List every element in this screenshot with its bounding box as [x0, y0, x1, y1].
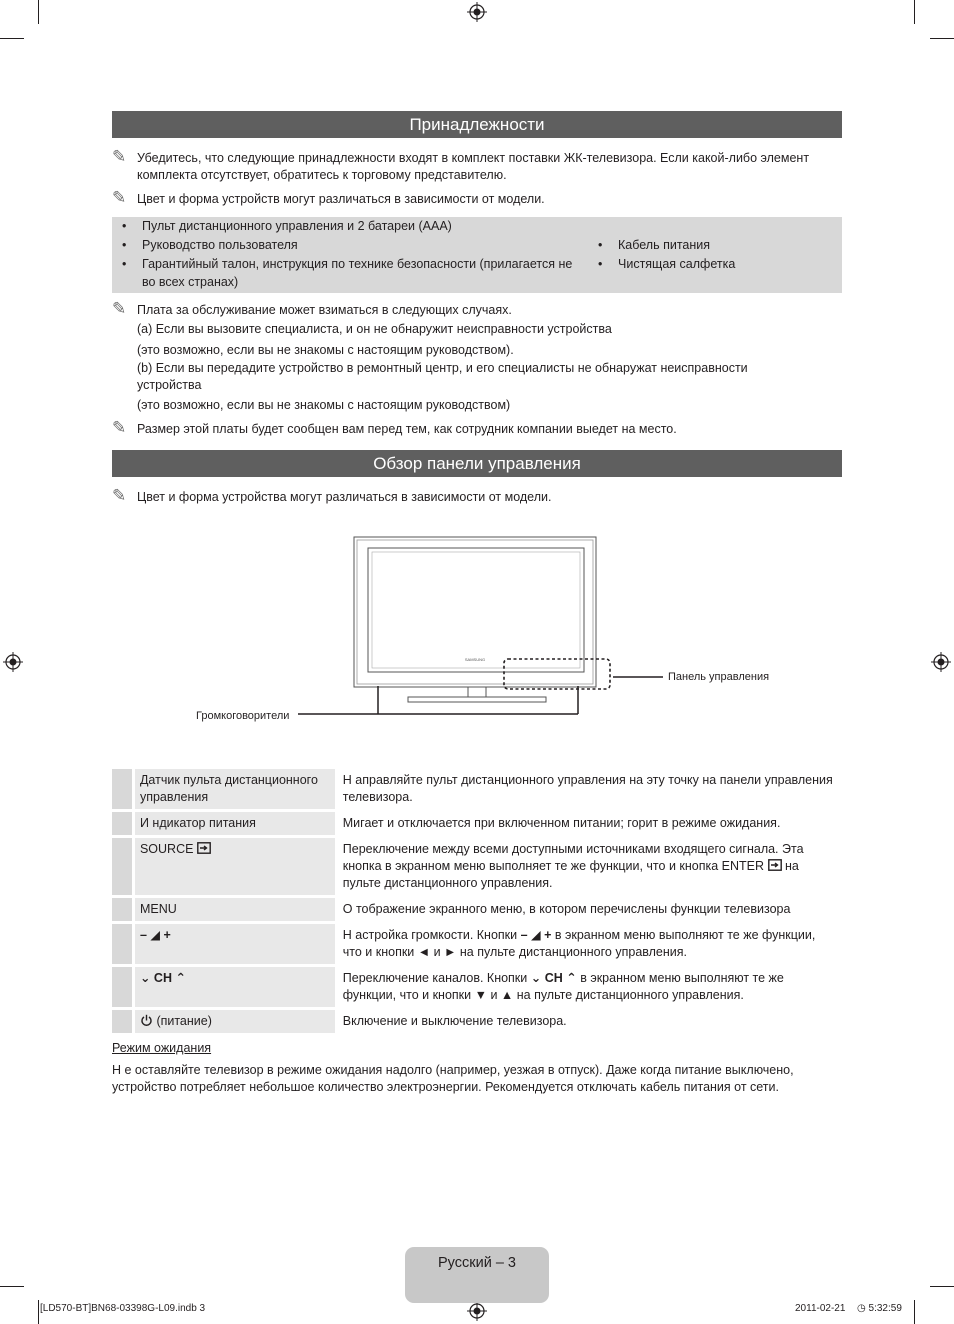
control-name: SOURCE [132, 838, 335, 895]
table-row [112, 838, 842, 895]
crop-mark [914, 0, 915, 24]
tv-diagram [150, 530, 830, 740]
list-item: • Кабель питания [588, 237, 838, 255]
label-speakers: Громкоговорители [196, 710, 290, 722]
footer-file-name: [LD570-BT]BN68-03398G-L09.indb 3 [40, 1303, 206, 1314]
control-desc: Переключение каналов. Кнопки ⌄ CH ⌃ в экранном меню выполняют те же функции, что и кнопки ▼ и ▲ на пульте дистанционного управления. [335, 967, 842, 1007]
crop-mark [914, 1300, 915, 1324]
service-case-a-note: (это возможно, если вы не знакомы с настоящим руководством). [137, 343, 514, 357]
list-item: • Чистящая салфетка [588, 256, 838, 274]
control-name: MENU [132, 898, 335, 921]
table-row [112, 769, 842, 809]
note-pencil-icon: ✎ [112, 188, 127, 207]
accessories-list-left [112, 218, 582, 293]
control-desc: Мигает и отключается при включенном питании; горит в режиме ожидания. [335, 812, 842, 835]
registration-mark-icon [467, 1301, 487, 1321]
label-control-panel: Панель управления [668, 671, 770, 683]
table-row [112, 812, 842, 835]
crop-mark [930, 38, 954, 39]
control-name: (питание) [132, 1010, 335, 1033]
control-desc: Переключение между всеми доступными источниками входящего сигнала. Эта кнопка в экранном меню выполняет те же функции, что и кнопка ENTER на пульте дистанционного управления. [335, 838, 842, 895]
table-row [112, 924, 842, 964]
chevron-down-icon: ⌄ [530, 971, 542, 985]
control-desc: О тображение экранного меню, в котором перечислены функции телевизора [335, 898, 842, 921]
section-title-control-panel: Обзор панели управления [112, 450, 842, 477]
table-row [112, 1010, 842, 1033]
control-panel-table [112, 766, 842, 1036]
section-title-accessories: Принадлежности [112, 111, 842, 138]
crop-mark [38, 0, 39, 24]
control-name: ⌄ CH ⌃ [132, 967, 335, 1007]
accessories-box [112, 217, 842, 293]
service-case-a: (a) Если вы вызовите специалиста, и он не обнаружит неисправности устройства [137, 322, 612, 336]
note-pencil-icon: ✎ [112, 486, 127, 505]
chevron-up-icon: ⌃ [566, 971, 577, 985]
tv-stand-neck [468, 687, 486, 697]
crop-mark [0, 38, 24, 39]
registration-mark-icon [3, 652, 23, 672]
registration-mark-icon [931, 652, 951, 672]
control-name: Датчик пульта дистанционного управления [132, 769, 335, 809]
clock-icon: ◷ [857, 1303, 866, 1314]
control-desc: Включение и выключение телевизора. [335, 1010, 842, 1033]
note-fee-size: ✎ Размер этой платы будет сообщен вам перед тем, как сотрудник компании выедет на место. [112, 418, 677, 437]
table-row [112, 967, 842, 1007]
accessories-list-right [588, 237, 838, 275]
enter-icon [768, 859, 782, 871]
chevron-down-icon: ⌄ [139, 971, 151, 985]
control-name [132, 924, 335, 964]
footer-time: ◷ 5:32:59 [857, 1303, 902, 1314]
crop-mark [38, 1300, 39, 1324]
source-icon [197, 842, 211, 854]
tv-stand-base [408, 697, 546, 702]
table-row [112, 898, 842, 921]
control-desc: Н аправляйте пульт дистанционного управления на эту точку на панели управления телевизора. [335, 769, 842, 809]
note-pencil-icon: ✎ [112, 299, 127, 318]
page-number-tab: Русский – 3 [405, 1247, 549, 1303]
note-pencil-icon: ✎ [112, 147, 127, 166]
list-item: • Пульт дистанционного управления и 2 батареи (AAA) [112, 218, 582, 236]
control-name: И ндикатор питания [132, 812, 335, 835]
chevron-up-icon: ⌃ [175, 971, 186, 985]
tv-screen [368, 548, 584, 672]
service-case-b: (b) Если вы передадите устройство в ремонтный центр, и его специалисты не обнаружат неисправности устройства [137, 361, 748, 392]
control-desc: Н астройка громкости. Кнопки – ◢ + в экранном меню выполняют те же функции, что и кнопки ◄ и ► на пульте дистанционного управления. [335, 924, 842, 964]
note-service-fee: ✎ Плата за обслуживание может взиматься в следующих случаях. [112, 299, 512, 318]
standby-heading: Режим ожидания [112, 1041, 212, 1055]
registration-mark-icon [467, 2, 487, 22]
service-case-b-note: (это возможно, если вы не знакомы с настоящим руководством) [137, 398, 511, 412]
tv-brand-logo: SAMSUNG [464, 657, 486, 662]
list-item: • Гарантийный талон, инструкция по технике безопасности (прилагается не во всех странах) [112, 256, 582, 291]
power-icon [140, 1014, 153, 1027]
note-accessories-check: ✎ Убедитесь, что следующие принадлежности входят в комплект поставки ЖК-телевизора. Если какой-либо элемент комплекта отсутствует, обратитесь к торговому представителю. [112, 147, 810, 182]
note-color-shape: ✎ Цвет и форма устройств могут различаться в зависимости от модели. [112, 188, 545, 207]
footer-date: 2011-02-21 [795, 1303, 846, 1314]
crop-mark [930, 1286, 954, 1287]
standby-text: Н е оставляйте телевизор в режиме ожидания надолго (например, уезжая в отпуск). Даже когда питание выключено, устройство потребляет небольшое количество электроэнергии. Рекомендуется отключать кабель питания от сети. [112, 1063, 794, 1094]
list-item: • Руководство пользователя [112, 237, 582, 255]
crop-mark [0, 1286, 24, 1287]
note-panel-shape: ✎ Цвет и форма устройства могут различаться в зависимости от модели. [112, 486, 552, 505]
volume-icon: – ◢ + [520, 928, 552, 942]
note-pencil-icon: ✎ [112, 418, 127, 437]
volume-icon: – ◢ + [139, 928, 171, 942]
